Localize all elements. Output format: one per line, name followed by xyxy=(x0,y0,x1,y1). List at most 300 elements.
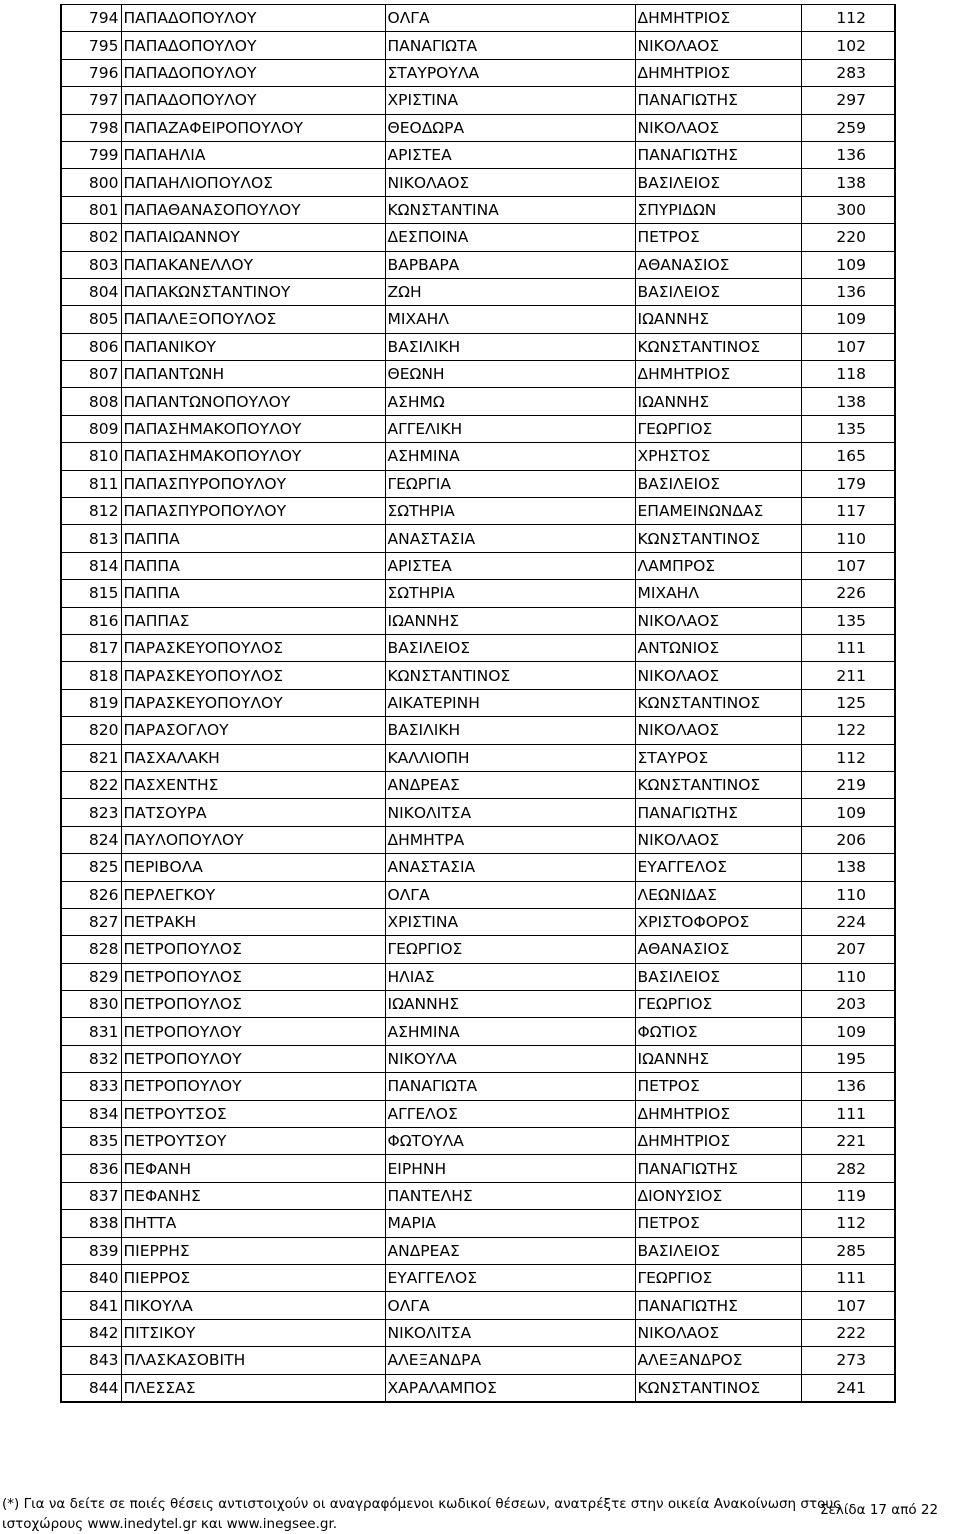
table-row xyxy=(61,196,895,223)
position-code-cell: 219 xyxy=(801,771,895,798)
father-name-cell: ΒΑΣΙΛΕΙΟΣ xyxy=(635,1237,801,1264)
table-row xyxy=(61,1073,895,1100)
first-name-cell: ΕΙΡΗΝΗ xyxy=(385,1155,635,1182)
first-name-cell: ΠΑΝΑΓΙΩΤΑ xyxy=(385,32,635,59)
table-row xyxy=(61,963,895,990)
father-name-cell: ΚΩΝΣΤΑΝΤΙΝΟΣ xyxy=(635,1374,801,1402)
father-name-cell: ΠΑΝΑΓΙΩΤΗΣ xyxy=(635,1155,801,1182)
surname-cell: ΠΑΣΧΑΛΑΚΗ xyxy=(121,744,385,771)
surname-cell: ΠΕΤΡΟΥΤΣΟΥ xyxy=(121,1128,385,1155)
surname-cell: ΠΑΠΑΔΟΠΟΥΛΟΥ xyxy=(121,5,385,32)
table-row xyxy=(61,908,895,935)
table-row xyxy=(61,388,895,415)
surname-cell: ΠΑΡΑΣΚΕΥΟΠΟΥΛΟΣ xyxy=(121,634,385,661)
table-row xyxy=(61,1128,895,1155)
surname-cell: ΠΑΠΑΘΑΝΑΣΟΠΟΥΛΟΥ xyxy=(121,196,385,223)
father-name-cell: ΙΩΑΝΝΗΣ xyxy=(635,1045,801,1072)
row-number-cell: 801 xyxy=(61,196,121,223)
row-number-cell: 817 xyxy=(61,634,121,661)
position-code-cell: 220 xyxy=(801,224,895,251)
table-row xyxy=(61,991,895,1018)
surname-cell: ΠΑΠΠΑΣ xyxy=(121,607,385,634)
father-name-cell: ΝΙΚΟΛΑΟΣ xyxy=(635,1319,801,1346)
surname-cell: ΠΕΦΑΝΗΣ xyxy=(121,1182,385,1209)
first-name-cell: ΣΩΤΗΡΙΑ xyxy=(385,498,635,525)
surname-cell: ΠΑΣΧΕΝΤΗΣ xyxy=(121,771,385,798)
position-code-cell: 207 xyxy=(801,936,895,963)
table-row xyxy=(61,361,895,388)
table-row xyxy=(61,169,895,196)
father-name-cell: ΠΑΝΑΓΙΩΤΗΣ xyxy=(635,87,801,114)
table-row xyxy=(61,1292,895,1319)
surname-cell: ΠΑΠΑΙΩΑΝΝΟΥ xyxy=(121,224,385,251)
position-code-cell: 136 xyxy=(801,1073,895,1100)
row-number-cell: 830 xyxy=(61,991,121,1018)
row-number-cell: 835 xyxy=(61,1128,121,1155)
row-number-cell: 804 xyxy=(61,278,121,305)
position-code-cell: 117 xyxy=(801,498,895,525)
surname-cell: ΠΙΚΟΥΛΑ xyxy=(121,1292,385,1319)
father-name-cell: ΒΑΣΙΛΕΙΟΣ xyxy=(635,278,801,305)
surname-cell: ΠΕΤΡΑΚΗ xyxy=(121,908,385,935)
row-number-cell: 796 xyxy=(61,59,121,86)
row-number-cell: 841 xyxy=(61,1292,121,1319)
position-code-cell: 297 xyxy=(801,87,895,114)
table-row xyxy=(61,415,895,442)
first-name-cell: ΒΑΣΙΛΙΚΗ xyxy=(385,333,635,360)
first-name-cell: ΘΕΟΔΩΡΑ xyxy=(385,114,635,141)
row-number-cell: 800 xyxy=(61,169,121,196)
first-name-cell: ΚΑΛΛΙΟΠΗ xyxy=(385,744,635,771)
row-number-cell: 795 xyxy=(61,32,121,59)
father-name-cell: ΚΩΝΣΤΑΝΤΙΝΟΣ xyxy=(635,525,801,552)
father-name-cell: ΔΗΜΗΤΡΙΟΣ xyxy=(635,1128,801,1155)
father-name-cell: ΚΩΝΣΤΑΝΤΙΝΟΣ xyxy=(635,771,801,798)
position-code-cell: 165 xyxy=(801,443,895,470)
surname-cell: ΠΑΡΑΣΚΕΥΟΠΟΥΛΟΣ xyxy=(121,662,385,689)
table-row xyxy=(61,1237,895,1264)
first-name-cell: ΑΝΑΣΤΑΣΙΑ xyxy=(385,525,635,552)
father-name-cell: ΠΑΝΑΓΙΩΤΗΣ xyxy=(635,1292,801,1319)
position-code-cell: 135 xyxy=(801,607,895,634)
first-name-cell: ΚΩΝΣΤΑΝΤΙΝΟΣ xyxy=(385,662,635,689)
surname-cell: ΠΛΕΣΣΑΣ xyxy=(121,1374,385,1402)
first-name-cell: ΠΑΝΤΕΛΗΣ xyxy=(385,1182,635,1209)
row-number-cell: 798 xyxy=(61,114,121,141)
first-name-cell: ΑΛΕΞΑΝΔΡΑ xyxy=(385,1347,635,1374)
position-code-cell: 136 xyxy=(801,141,895,168)
first-name-cell: ΑΣΗΜΙΝΑ xyxy=(385,443,635,470)
first-name-cell: ΓΕΩΡΓΙΟΣ xyxy=(385,936,635,963)
surname-cell: ΠΛΑΣΚΑΣΟΒΙΤΗ xyxy=(121,1347,385,1374)
first-name-cell: ΝΙΚΟΥΛΑ xyxy=(385,1045,635,1072)
position-code-cell: 109 xyxy=(801,251,895,278)
first-name-cell: ΘΕΩΝΗ xyxy=(385,361,635,388)
table-row xyxy=(61,87,895,114)
father-name-cell: ΔΗΜΗΤΡΙΟΣ xyxy=(635,59,801,86)
row-number-cell: 823 xyxy=(61,799,121,826)
father-name-cell: ΠΕΤΡΟΣ xyxy=(635,224,801,251)
surname-cell: ΠΕΤΡΟΠΟΥΛΟΣ xyxy=(121,991,385,1018)
position-code-cell: 111 xyxy=(801,1100,895,1127)
father-name-cell: ΝΙΚΟΛΑΟΣ xyxy=(635,717,801,744)
father-name-cell: ΔΗΜΗΤΡΙΟΣ xyxy=(635,361,801,388)
table-row xyxy=(61,936,895,963)
surname-cell: ΠΑΠΑΝΙΚΟΥ xyxy=(121,333,385,360)
position-code-cell: 138 xyxy=(801,169,895,196)
row-number-cell: 833 xyxy=(61,1073,121,1100)
row-number-cell: 808 xyxy=(61,388,121,415)
row-number-cell: 802 xyxy=(61,224,121,251)
table-row xyxy=(61,141,895,168)
father-name-cell: ΙΩΑΝΝΗΣ xyxy=(635,306,801,333)
father-name-cell: ΒΑΣΙΛΕΙΟΣ xyxy=(635,470,801,497)
first-name-cell: ΑΝΑΣΤΑΣΙΑ xyxy=(385,854,635,881)
surname-cell: ΠΑΠΠΑ xyxy=(121,552,385,579)
table-row xyxy=(61,854,895,881)
table-row xyxy=(61,251,895,278)
table-row xyxy=(61,1210,895,1237)
position-code-cell: 206 xyxy=(801,826,895,853)
surname-cell: ΠΕΤΡΟΠΟΥΛΟΥ xyxy=(121,1073,385,1100)
row-number-cell: 809 xyxy=(61,415,121,442)
table-row xyxy=(61,634,895,661)
table-row xyxy=(61,5,895,32)
position-code-cell: 282 xyxy=(801,1155,895,1182)
table-row xyxy=(61,662,895,689)
row-number-cell: 821 xyxy=(61,744,121,771)
table-row xyxy=(61,607,895,634)
position-code-cell: 111 xyxy=(801,1264,895,1291)
row-number-cell: 831 xyxy=(61,1018,121,1045)
row-number-cell: 803 xyxy=(61,251,121,278)
first-name-cell: ΙΩΑΝΝΗΣ xyxy=(385,991,635,1018)
table-row xyxy=(61,1374,895,1402)
position-code-cell: 226 xyxy=(801,580,895,607)
row-number-cell: 797 xyxy=(61,87,121,114)
row-number-cell: 820 xyxy=(61,717,121,744)
father-name-cell: ΑΘΑΝΑΣΙΟΣ xyxy=(635,936,801,963)
surname-cell: ΠΑΠΑΔΟΠΟΥΛΟΥ xyxy=(121,87,385,114)
first-name-cell: ΑΣΗΜΙΝΑ xyxy=(385,1018,635,1045)
table-row xyxy=(61,1100,895,1127)
position-code-cell: 203 xyxy=(801,991,895,1018)
surname-cell: ΠΑΠΑΣΗΜΑΚΟΠΟΥΛΟΥ xyxy=(121,443,385,470)
table-row xyxy=(61,1319,895,1346)
table-row xyxy=(61,333,895,360)
row-number-cell: 838 xyxy=(61,1210,121,1237)
table-row xyxy=(61,470,895,497)
first-name-cell: ΠΑΝΑΓΙΩΤΑ xyxy=(385,1073,635,1100)
first-name-cell: ΑΝΔΡΕΑΣ xyxy=(385,1237,635,1264)
table-row xyxy=(61,1045,895,1072)
surname-cell: ΠΕΡΛΕΓΚΟΥ xyxy=(121,881,385,908)
footer-note: (*) Για να δείτε σε ποιές θέσεις αντιστοιχούν οι αναγραφόμενοι κωδικοί θέσεων, ανατρέξτε στην οικεία Ανακοίνωση στους ιστοχώρους www.inedytel.gr και www.inegsee.gr. xyxy=(2,1496,842,1532)
table-row xyxy=(61,1182,895,1209)
father-name-cell: ΠΑΝΑΓΙΩΤΗΣ xyxy=(635,141,801,168)
surname-cell: ΠΑΠΑΣΠΥΡΟΠΟΥΛΟΥ xyxy=(121,498,385,525)
surname-cell: ΠΑΤΣΟΥΡΑ xyxy=(121,799,385,826)
position-code-cell: 107 xyxy=(801,1292,895,1319)
first-name-cell: ΝΙΚΟΛΑΟΣ xyxy=(385,169,635,196)
position-code-cell: 122 xyxy=(801,717,895,744)
table-row xyxy=(61,881,895,908)
row-number-cell: 822 xyxy=(61,771,121,798)
table-row xyxy=(61,744,895,771)
table-row xyxy=(61,306,895,333)
row-number-cell: 812 xyxy=(61,498,121,525)
table-row xyxy=(61,278,895,305)
father-name-cell: ΧΡΗΣΤΟΣ xyxy=(635,443,801,470)
father-name-cell: ΣΠΥΡΙΔΩΝ xyxy=(635,196,801,223)
father-name-cell: ΕΥΑΓΓΕΛΟΣ xyxy=(635,854,801,881)
row-number-cell: 819 xyxy=(61,689,121,716)
table-row xyxy=(61,59,895,86)
position-code-cell: 111 xyxy=(801,634,895,661)
position-code-cell: 107 xyxy=(801,552,895,579)
surname-cell: ΠΑΠΠΑ xyxy=(121,525,385,552)
surname-cell: ΠΕΤΡΟΥΤΣΟΣ xyxy=(121,1100,385,1127)
row-number-cell: 828 xyxy=(61,936,121,963)
first-name-cell: ΝΙΚΟΛΙΤΣΑ xyxy=(385,1319,635,1346)
table-row xyxy=(61,498,895,525)
row-number-cell: 843 xyxy=(61,1347,121,1374)
row-number-cell: 840 xyxy=(61,1264,121,1291)
father-name-cell: ΝΙΚΟΛΑΟΣ xyxy=(635,32,801,59)
first-name-cell: ΜΑΡΙΑ xyxy=(385,1210,635,1237)
surname-cell: ΠΕΡΙΒΟΛΑ xyxy=(121,854,385,881)
position-code-cell: 110 xyxy=(801,881,895,908)
row-number-cell: 834 xyxy=(61,1100,121,1127)
row-number-cell: 842 xyxy=(61,1319,121,1346)
father-name-cell: ΒΑΣΙΛΕΙΟΣ xyxy=(635,169,801,196)
row-number-cell: 837 xyxy=(61,1182,121,1209)
table-row xyxy=(61,689,895,716)
position-code-cell: 136 xyxy=(801,278,895,305)
father-name-cell: ΒΑΣΙΛΕΙΟΣ xyxy=(635,963,801,990)
first-name-cell: ΖΩΗ xyxy=(385,278,635,305)
father-name-cell: ΝΙΚΟΛΑΟΣ xyxy=(635,826,801,853)
table-row xyxy=(61,771,895,798)
position-code-cell: 224 xyxy=(801,908,895,935)
surname-cell: ΠΑΠΑΣΗΜΑΚΟΠΟΥΛΟΥ xyxy=(121,415,385,442)
row-number-cell: 794 xyxy=(61,5,121,32)
row-number-cell: 799 xyxy=(61,141,121,168)
surname-cell: ΠΑΠΑΚΩΝΣΤΑΝΤΙΝΟΥ xyxy=(121,278,385,305)
first-name-cell: ΧΡΙΣΤΙΝΑ xyxy=(385,87,635,114)
row-number-cell: 827 xyxy=(61,908,121,935)
position-code-cell: 125 xyxy=(801,689,895,716)
father-name-cell: ΠΕΤΡΟΣ xyxy=(635,1210,801,1237)
first-name-cell: ΟΛΓΑ xyxy=(385,5,635,32)
results-table xyxy=(60,4,896,1403)
row-number-cell: 813 xyxy=(61,525,121,552)
surname-cell: ΠΑΠΑΗΛΙΟΠΟΥΛΟΣ xyxy=(121,169,385,196)
surname-cell: ΠΑΠΠΑ xyxy=(121,580,385,607)
first-name-cell: ΚΩΝΣΤΑΝΤΙΝΑ xyxy=(385,196,635,223)
position-code-cell: 112 xyxy=(801,744,895,771)
father-name-cell: ΝΙΚΟΛΑΟΣ xyxy=(635,607,801,634)
surname-cell: ΠΑΡΑΣΚΕΥΟΠΟΥΛΟΥ xyxy=(121,689,385,716)
father-name-cell: ΝΙΚΟΛΑΟΣ xyxy=(635,662,801,689)
table-row xyxy=(61,1155,895,1182)
table-row xyxy=(61,224,895,251)
first-name-cell: ΦΩΤΟΥΛΑ xyxy=(385,1128,635,1155)
father-name-cell: ΚΩΝΣΤΑΝΤΙΝΟΣ xyxy=(635,689,801,716)
table-row xyxy=(61,580,895,607)
father-name-cell: ΓΕΩΡΓΙΟΣ xyxy=(635,415,801,442)
table-row xyxy=(61,799,895,826)
position-code-cell: 138 xyxy=(801,854,895,881)
surname-cell: ΠΙΤΣΙΚΟΥ xyxy=(121,1319,385,1346)
position-code-cell: 211 xyxy=(801,662,895,689)
first-name-cell: ΙΩΑΝΝΗΣ xyxy=(385,607,635,634)
row-number-cell: 807 xyxy=(61,361,121,388)
first-name-cell: ΑΝΔΡΕΑΣ xyxy=(385,771,635,798)
father-name-cell: ΦΩΤΙΟΣ xyxy=(635,1018,801,1045)
position-code-cell: 109 xyxy=(801,306,895,333)
father-name-cell: ΑΛΕΞΑΝΔΡΟΣ xyxy=(635,1347,801,1374)
father-name-cell: ΠΑΝΑΓΙΩΤΗΣ xyxy=(635,799,801,826)
first-name-cell: ΧΑΡΑΛΑΜΠΟΣ xyxy=(385,1374,635,1402)
first-name-cell: ΣΩΤΗΡΙΑ xyxy=(385,580,635,607)
surname-cell: ΠΕΦΑΝΗ xyxy=(121,1155,385,1182)
position-code-cell: 241 xyxy=(801,1374,895,1402)
father-name-cell: ΣΤΑΥΡΟΣ xyxy=(635,744,801,771)
first-name-cell: ΕΥΑΓΓΕΛΟΣ xyxy=(385,1264,635,1291)
position-code-cell: 259 xyxy=(801,114,895,141)
surname-cell: ΠΑΥΛΟΠΟΥΛΟΥ xyxy=(121,826,385,853)
position-code-cell: 300 xyxy=(801,196,895,223)
table-row xyxy=(61,525,895,552)
first-name-cell: ΜΙΧΑΗΛ xyxy=(385,306,635,333)
father-name-cell: ΝΙΚΟΛΑΟΣ xyxy=(635,114,801,141)
position-code-cell: 195 xyxy=(801,1045,895,1072)
row-number-cell: 824 xyxy=(61,826,121,853)
table-row xyxy=(61,1264,895,1291)
surname-cell: ΠΕΤΡΟΠΟΥΛΟΥ xyxy=(121,1045,385,1072)
first-name-cell: ΟΛΓΑ xyxy=(385,881,635,908)
surname-cell: ΠΗΤΤΑ xyxy=(121,1210,385,1237)
first-name-cell: ΒΑΣΙΛΙΚΗ xyxy=(385,717,635,744)
position-code-cell: 107 xyxy=(801,333,895,360)
position-code-cell: 118 xyxy=(801,361,895,388)
row-number-cell: 811 xyxy=(61,470,121,497)
surname-cell: ΠΑΠΑΗΛΙΑ xyxy=(121,141,385,168)
surname-cell: ΠΕΤΡΟΠΟΥΛΟΣ xyxy=(121,963,385,990)
surname-cell: ΠΑΠΑΚΑΝΕΛΛΟΥ xyxy=(121,251,385,278)
surname-cell: ΠΑΠΑΛΕΞΟΠΟΥΛΟΣ xyxy=(121,306,385,333)
row-number-cell: 826 xyxy=(61,881,121,908)
position-code-cell: 110 xyxy=(801,525,895,552)
row-number-cell: 836 xyxy=(61,1155,121,1182)
surname-cell: ΠΑΠΑΝΤΩΝΗ xyxy=(121,361,385,388)
position-code-cell: 179 xyxy=(801,470,895,497)
first-name-cell: ΔΕΣΠΟΙΝΑ xyxy=(385,224,635,251)
page-number: Σελίδα 17 από 22 xyxy=(820,1502,939,1518)
father-name-cell: ΠΕΤΡΟΣ xyxy=(635,1073,801,1100)
first-name-cell: ΑΙΚΑΤΕΡΙΝΗ xyxy=(385,689,635,716)
row-number-cell: 810 xyxy=(61,443,121,470)
table-row xyxy=(61,1347,895,1374)
row-number-cell: 818 xyxy=(61,662,121,689)
table-row xyxy=(61,717,895,744)
row-number-cell: 825 xyxy=(61,854,121,881)
first-name-cell: ΒΑΣΙΛΕΙΟΣ xyxy=(385,634,635,661)
first-name-cell: ΑΓΓΕΛΟΣ xyxy=(385,1100,635,1127)
position-code-cell: 110 xyxy=(801,963,895,990)
first-name-cell: ΗΛΙΑΣ xyxy=(385,963,635,990)
surname-cell: ΠΙΕΡΡΟΣ xyxy=(121,1264,385,1291)
first-name-cell: ΟΛΓΑ xyxy=(385,1292,635,1319)
first-name-cell: ΑΡΙΣΤΕΑ xyxy=(385,552,635,579)
father-name-cell: ΙΩΑΝΝΗΣ xyxy=(635,388,801,415)
position-code-cell: 109 xyxy=(801,1018,895,1045)
first-name-cell: ΔΗΜΗΤΡΑ xyxy=(385,826,635,853)
table-row xyxy=(61,826,895,853)
father-name-cell: ΔΗΜΗΤΡΙΟΣ xyxy=(635,5,801,32)
row-number-cell: 814 xyxy=(61,552,121,579)
surname-cell: ΠΑΠΑΣΠΥΡΟΠΟΥΛΟΥ xyxy=(121,470,385,497)
first-name-cell: ΧΡΙΣΤΙΝΑ xyxy=(385,908,635,935)
first-name-cell: ΓΕΩΡΓΙΑ xyxy=(385,470,635,497)
surname-cell: ΠΑΠΑΖΑΦΕΙΡΟΠΟΥΛΟΥ xyxy=(121,114,385,141)
row-number-cell: 816 xyxy=(61,607,121,634)
row-number-cell: 805 xyxy=(61,306,121,333)
position-code-cell: 138 xyxy=(801,388,895,415)
first-name-cell: ΒΑΡΒΑΡΑ xyxy=(385,251,635,278)
position-code-cell: 283 xyxy=(801,59,895,86)
father-name-cell: ΛΕΩΝΙΔΑΣ xyxy=(635,881,801,908)
position-code-cell: 109 xyxy=(801,799,895,826)
position-code-cell: 221 xyxy=(801,1128,895,1155)
row-number-cell: 806 xyxy=(61,333,121,360)
table-row xyxy=(61,114,895,141)
table-row xyxy=(61,552,895,579)
row-number-cell: 815 xyxy=(61,580,121,607)
first-name-cell: ΣΤΑΥΡΟΥΛΑ xyxy=(385,59,635,86)
row-number-cell: 832 xyxy=(61,1045,121,1072)
father-name-cell: ΑΝΤΩΝΙΟΣ xyxy=(635,634,801,661)
father-name-cell: ΓΕΩΡΓΙΟΣ xyxy=(635,1264,801,1291)
table-row xyxy=(61,32,895,59)
surname-cell: ΠΑΠΑΔΟΠΟΥΛΟΥ xyxy=(121,59,385,86)
father-name-cell: ΧΡΙΣΤΟΦΟΡΟΣ xyxy=(635,908,801,935)
father-name-cell: ΚΩΝΣΤΑΝΤΙΝΟΣ xyxy=(635,333,801,360)
surname-cell: ΠΙΕΡΡΗΣ xyxy=(121,1237,385,1264)
position-code-cell: 112 xyxy=(801,5,895,32)
first-name-cell: ΑΡΙΣΤΕΑ xyxy=(385,141,635,168)
surname-cell: ΠΑΠΑΔΟΠΟΥΛΟΥ xyxy=(121,32,385,59)
father-name-cell: ΕΠΑΜΕΙΝΩΝΔΑΣ xyxy=(635,498,801,525)
father-name-cell: ΓΕΩΡΓΙΟΣ xyxy=(635,991,801,1018)
row-number-cell: 829 xyxy=(61,963,121,990)
surname-cell: ΠΕΤΡΟΠΟΥΛΟΣ xyxy=(121,936,385,963)
first-name-cell: ΑΓΓΕΛΙΚΗ xyxy=(385,415,635,442)
table-row xyxy=(61,1018,895,1045)
position-code-cell: 119 xyxy=(801,1182,895,1209)
row-number-cell: 839 xyxy=(61,1237,121,1264)
father-name-cell: ΜΙΧΑΗΛ xyxy=(635,580,801,607)
position-code-cell: 273 xyxy=(801,1347,895,1374)
position-code-cell: 135 xyxy=(801,415,895,442)
surname-cell: ΠΑΠΑΝΤΩΝΟΠΟΥΛΟΥ xyxy=(121,388,385,415)
position-code-cell: 112 xyxy=(801,1210,895,1237)
surname-cell: ΠΕΤΡΟΠΟΥΛΟΥ xyxy=(121,1018,385,1045)
position-code-cell: 285 xyxy=(801,1237,895,1264)
row-number-cell: 844 xyxy=(61,1374,121,1402)
first-name-cell: ΑΣΗΜΩ xyxy=(385,388,635,415)
